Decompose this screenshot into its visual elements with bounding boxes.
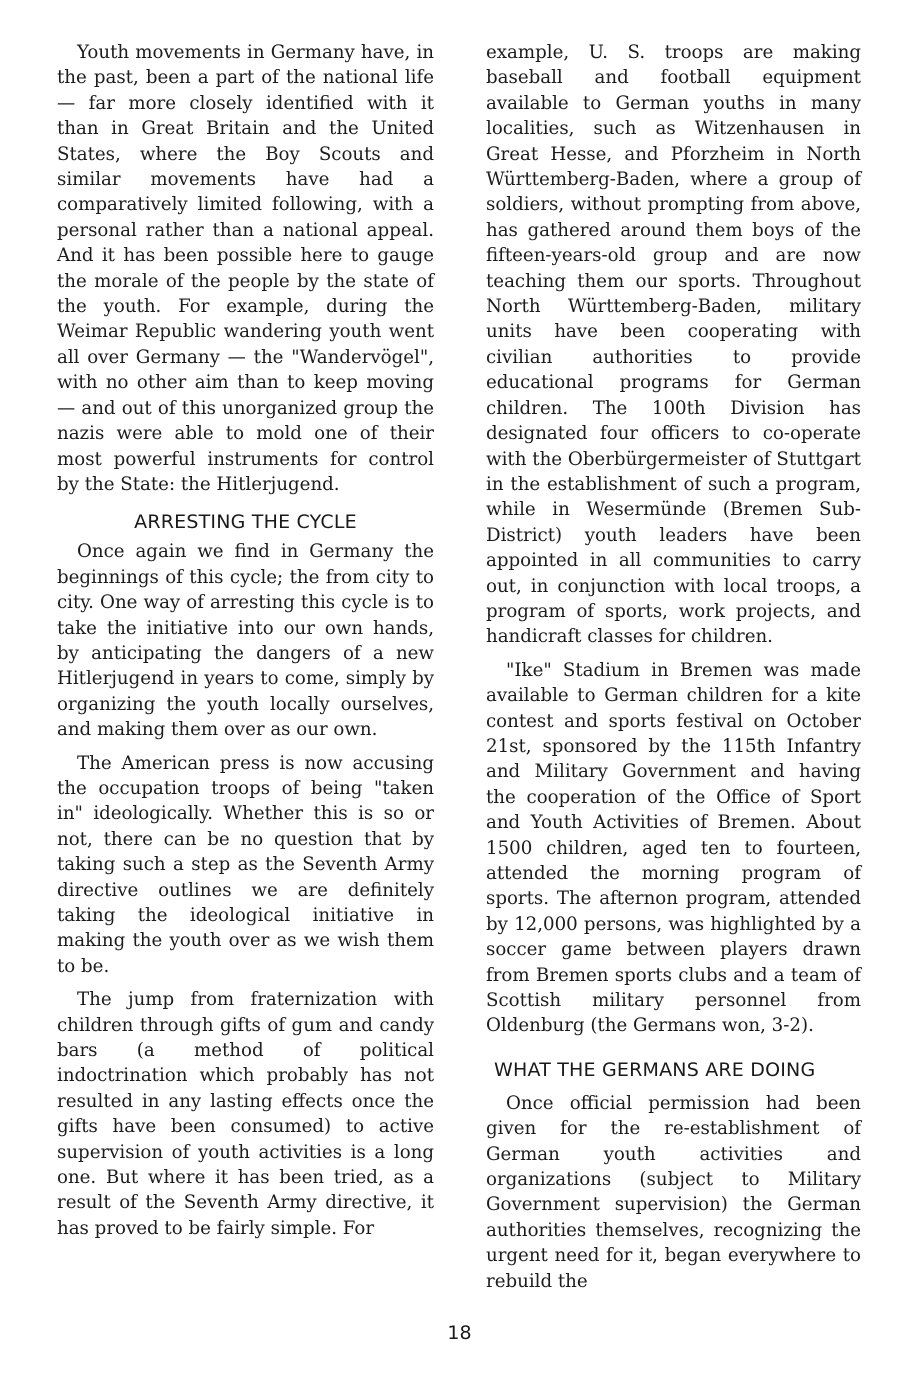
left-paragraph-4: The jump from fraternization with children through gifts of gum and candy bars (a method of political indoctrination which probably has not resulted in any lasting effects once the gifts have been consumed) to active supervision of youth activities is a long one. But where it has been tried, as a result of the Seventh Army directive, it has proved to be fairly simple. For [57, 989, 434, 1239]
right-paragraph-2: "Ike" Stadium in Bremen was made available to German children for a kite contest and sports festival on October 21st, sponsored by the 115th Infantry and Military Government and having the cooperation of the Office of Sport and Youth Activities of Bremen. About 1500 children, aged ten to fourteen, attended the morning program of sports. The afternon program, attended by 12,000 persons, was highlighted by a soccer game between players drawn from Bremen sports clubs and a team of Scottish military personnel from Oldenburg (the Germans won, 3-2). [486, 659, 861, 1037]
page-number: 18 [447, 1322, 472, 1344]
right-paragraph-1: example, U. S. troops are making baseball and football equipment available to German youths in many localities, such as Witzenhausen in Great Hesse, and Pforzheim in North Württemberg-Baden, where a group of soldiers, without prompting from above, has gathered around them boys of the fifteen-years-old group and are now teaching them our sports. Throughout North Württemberg-Baden, military units have been cooperating with civilian authorities to provide educational programs for German children. The 100th Division has designated four officers to co-operate with the Oberbürgermeister of Stuttgart in the establishment of such a program, while in Wesermünde (Bremen Sub-District) youth leaders have been appointed in all communities to carry out, in conjunction with local troops, a program of sports, work projects, and handicraft classes for children. [486, 42, 861, 648]
heading-arresting-the-cycle: ARRESTING THE CYCLE [134, 511, 357, 534]
heading-what-the-germans-are-doing: WHAT THE GERMANS ARE DOING [494, 1058, 816, 1081]
right-column [486, 40, 861, 1302]
left-paragraph-3: The American press is now accusing the occupation troops of being "taken in" ideologically. Whether this is so or not, there can be no question that by taking such a step as the Seventh Army directive outlines we are definitely taking the ideological initiative in making the youth over as we wish them to be. [57, 752, 434, 977]
left-paragraph-1: Youth movements in Germany have, in the past, been a part of the national life — far more closely identified with it than in Great Britain and the United States, where the Boy Scouts and similar movements have had a comparatively limited following, with a personal rather than a national appeal. And it has been possible here to gauge the morale of the people by the state of the youth. For example, during the Weimar Republic wandering youth went all over Germany — the "Wandervögel", with no other aim than to keep moving — and out of this unorganized group the nazis were able to mold one of their most powerful instruments for control by the State: the Hitlerjugend. [57, 42, 434, 495]
right-paragraph-3: Once official permission had been given for the re-establishment of German youth activities and organizations (subject to Military Government supervision) the German authorities themselves, recognizing the urgent need for it, began everywhere to rebuild the [486, 1092, 861, 1292]
left-paragraph-2: Once again we find in Germany the beginnings of this cycle; the from city to city. One way of arresting this cycle is to take the initiative into our own hands, by anticipating the dangers of a new Hitlerjugend in years to come, simply by organizing the youth locally ourselves, and making them over as our own. [57, 541, 434, 741]
left-column [57, 40, 434, 1249]
